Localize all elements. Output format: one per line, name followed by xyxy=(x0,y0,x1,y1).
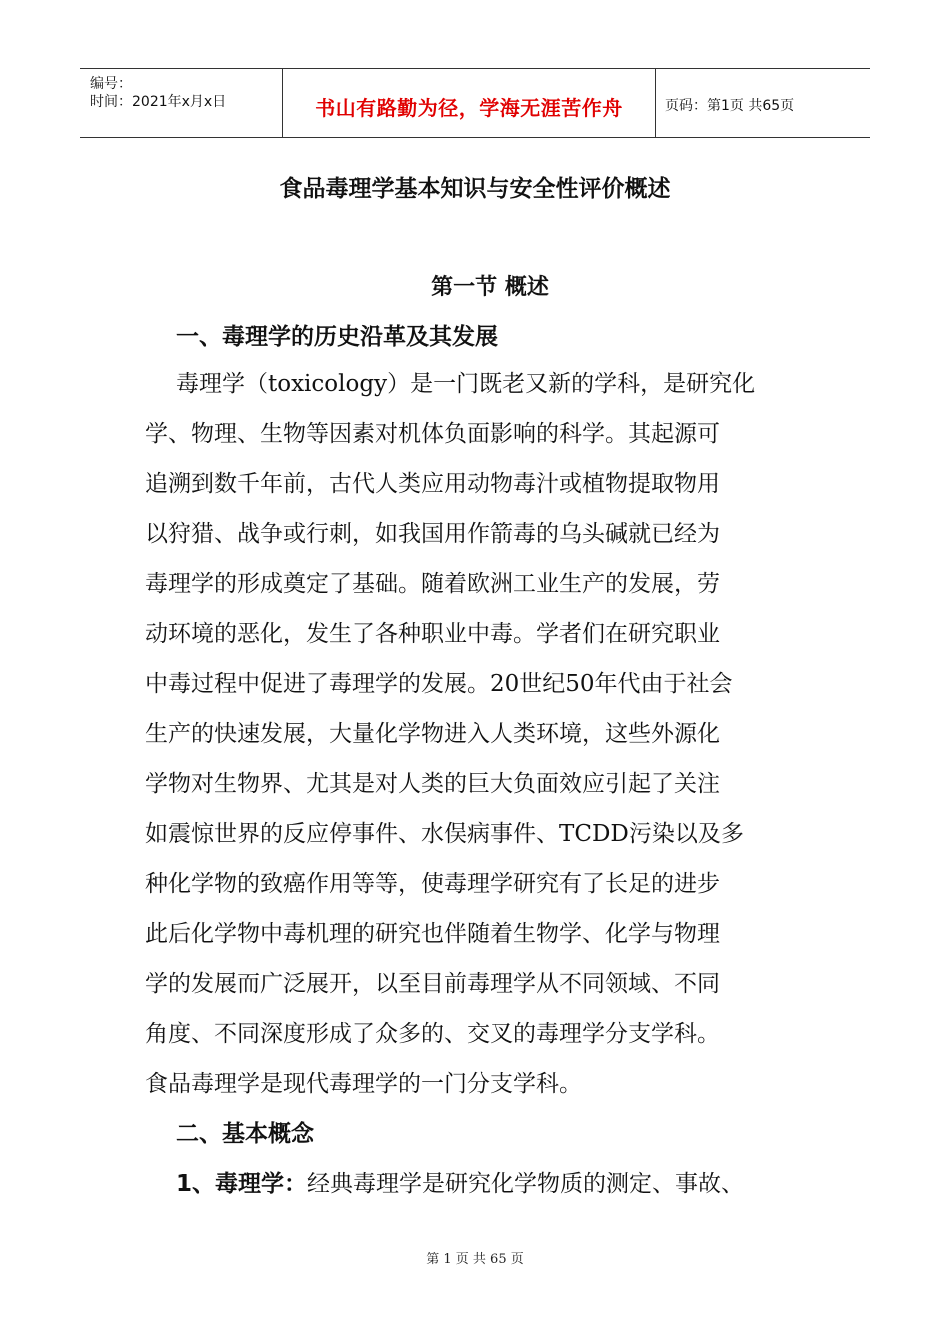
paragraph-line: 种化学物的致癌作用等等，使毒理学研究有了长足的进步 xyxy=(145,871,720,897)
section-title: 第一节 概述 xyxy=(431,275,549,300)
document-number-label: 编号： xyxy=(90,76,132,92)
paragraph-line: 动环境的恶化，发生了各种职业中毒。学者们在研究职业 xyxy=(145,621,720,647)
paragraph-line: 学、物理、生物等因素对机体负面影响的科学。其起源可 xyxy=(145,421,720,447)
header-meta-cell xyxy=(80,69,282,137)
paragraph-line: 生产的快速发展，大量化学物进入人类环境，这些外源化 xyxy=(145,721,720,747)
concept-term: 经典毒理学 xyxy=(307,1171,423,1197)
paragraph-line: 食品毒理学是现代毒理学的一门分支学科。 xyxy=(145,1071,582,1097)
paragraph-line: 学的发展而广泛展开，以至目前毒理学从不同领域、不同 xyxy=(145,971,720,997)
heading-basic-concepts: 二、基本概念 xyxy=(176,1121,314,1147)
header-page-info: 页码：第1页 共65页 xyxy=(665,98,795,114)
paragraph-line: 学物对生物界、尤其是对人类的巨大负面效应引起了关注 xyxy=(145,771,720,797)
document-title: 食品毒理学基本知识与安全性评价概述 xyxy=(279,176,671,202)
paragraph-history xyxy=(145,365,815,1115)
paragraph-line: 以狩猎、战争或行刺，如我国用作箭毒的乌头碱就已经为 xyxy=(145,521,720,547)
paragraph-line: 追溯到数千年前，古代人类应用动物毒汁或植物提取物用 xyxy=(145,471,720,497)
paragraph-line: 中毒过程中促进了毒理学的发展。20世纪50年代由于社会 xyxy=(145,671,733,697)
concept-text: 是研究化学物质的测定、事故、 xyxy=(422,1171,745,1197)
document-date: 时间：2021年x月x日 xyxy=(90,94,227,110)
paragraph-line: 毒理学的形成奠定了基础。随着欧洲工业生产的发展，劳 xyxy=(145,571,720,597)
header-motto-cell xyxy=(282,69,656,137)
header-motto: 书山有路勤为径，学海无涯苦作舟 xyxy=(315,96,623,120)
concept-toxicology-paragraph xyxy=(176,1165,744,1198)
heading-history: 一、毒理学的历史沿革及其发展 xyxy=(176,324,498,350)
header-table xyxy=(80,68,870,138)
paragraph-line: 毒理学（toxicology）是一门既老又新的学科，是研究化 xyxy=(176,371,756,397)
paragraph-line: 此后化学物中毒机理的研究也伴随着生物学、化学与物理 xyxy=(145,921,720,947)
header-page-cell xyxy=(655,69,870,137)
paragraph-line: 如震惊世界的反应停事件、水俣病事件、TCDD污染以及多 xyxy=(145,821,744,847)
concept-number: 1、毒理学： xyxy=(176,1171,308,1197)
page-footer: 第 1 页 共 65 页 xyxy=(426,1252,524,1267)
paragraph-line: 角度、不同深度形成了众多的、交叉的毒理学分支学科。 xyxy=(145,1021,720,1047)
